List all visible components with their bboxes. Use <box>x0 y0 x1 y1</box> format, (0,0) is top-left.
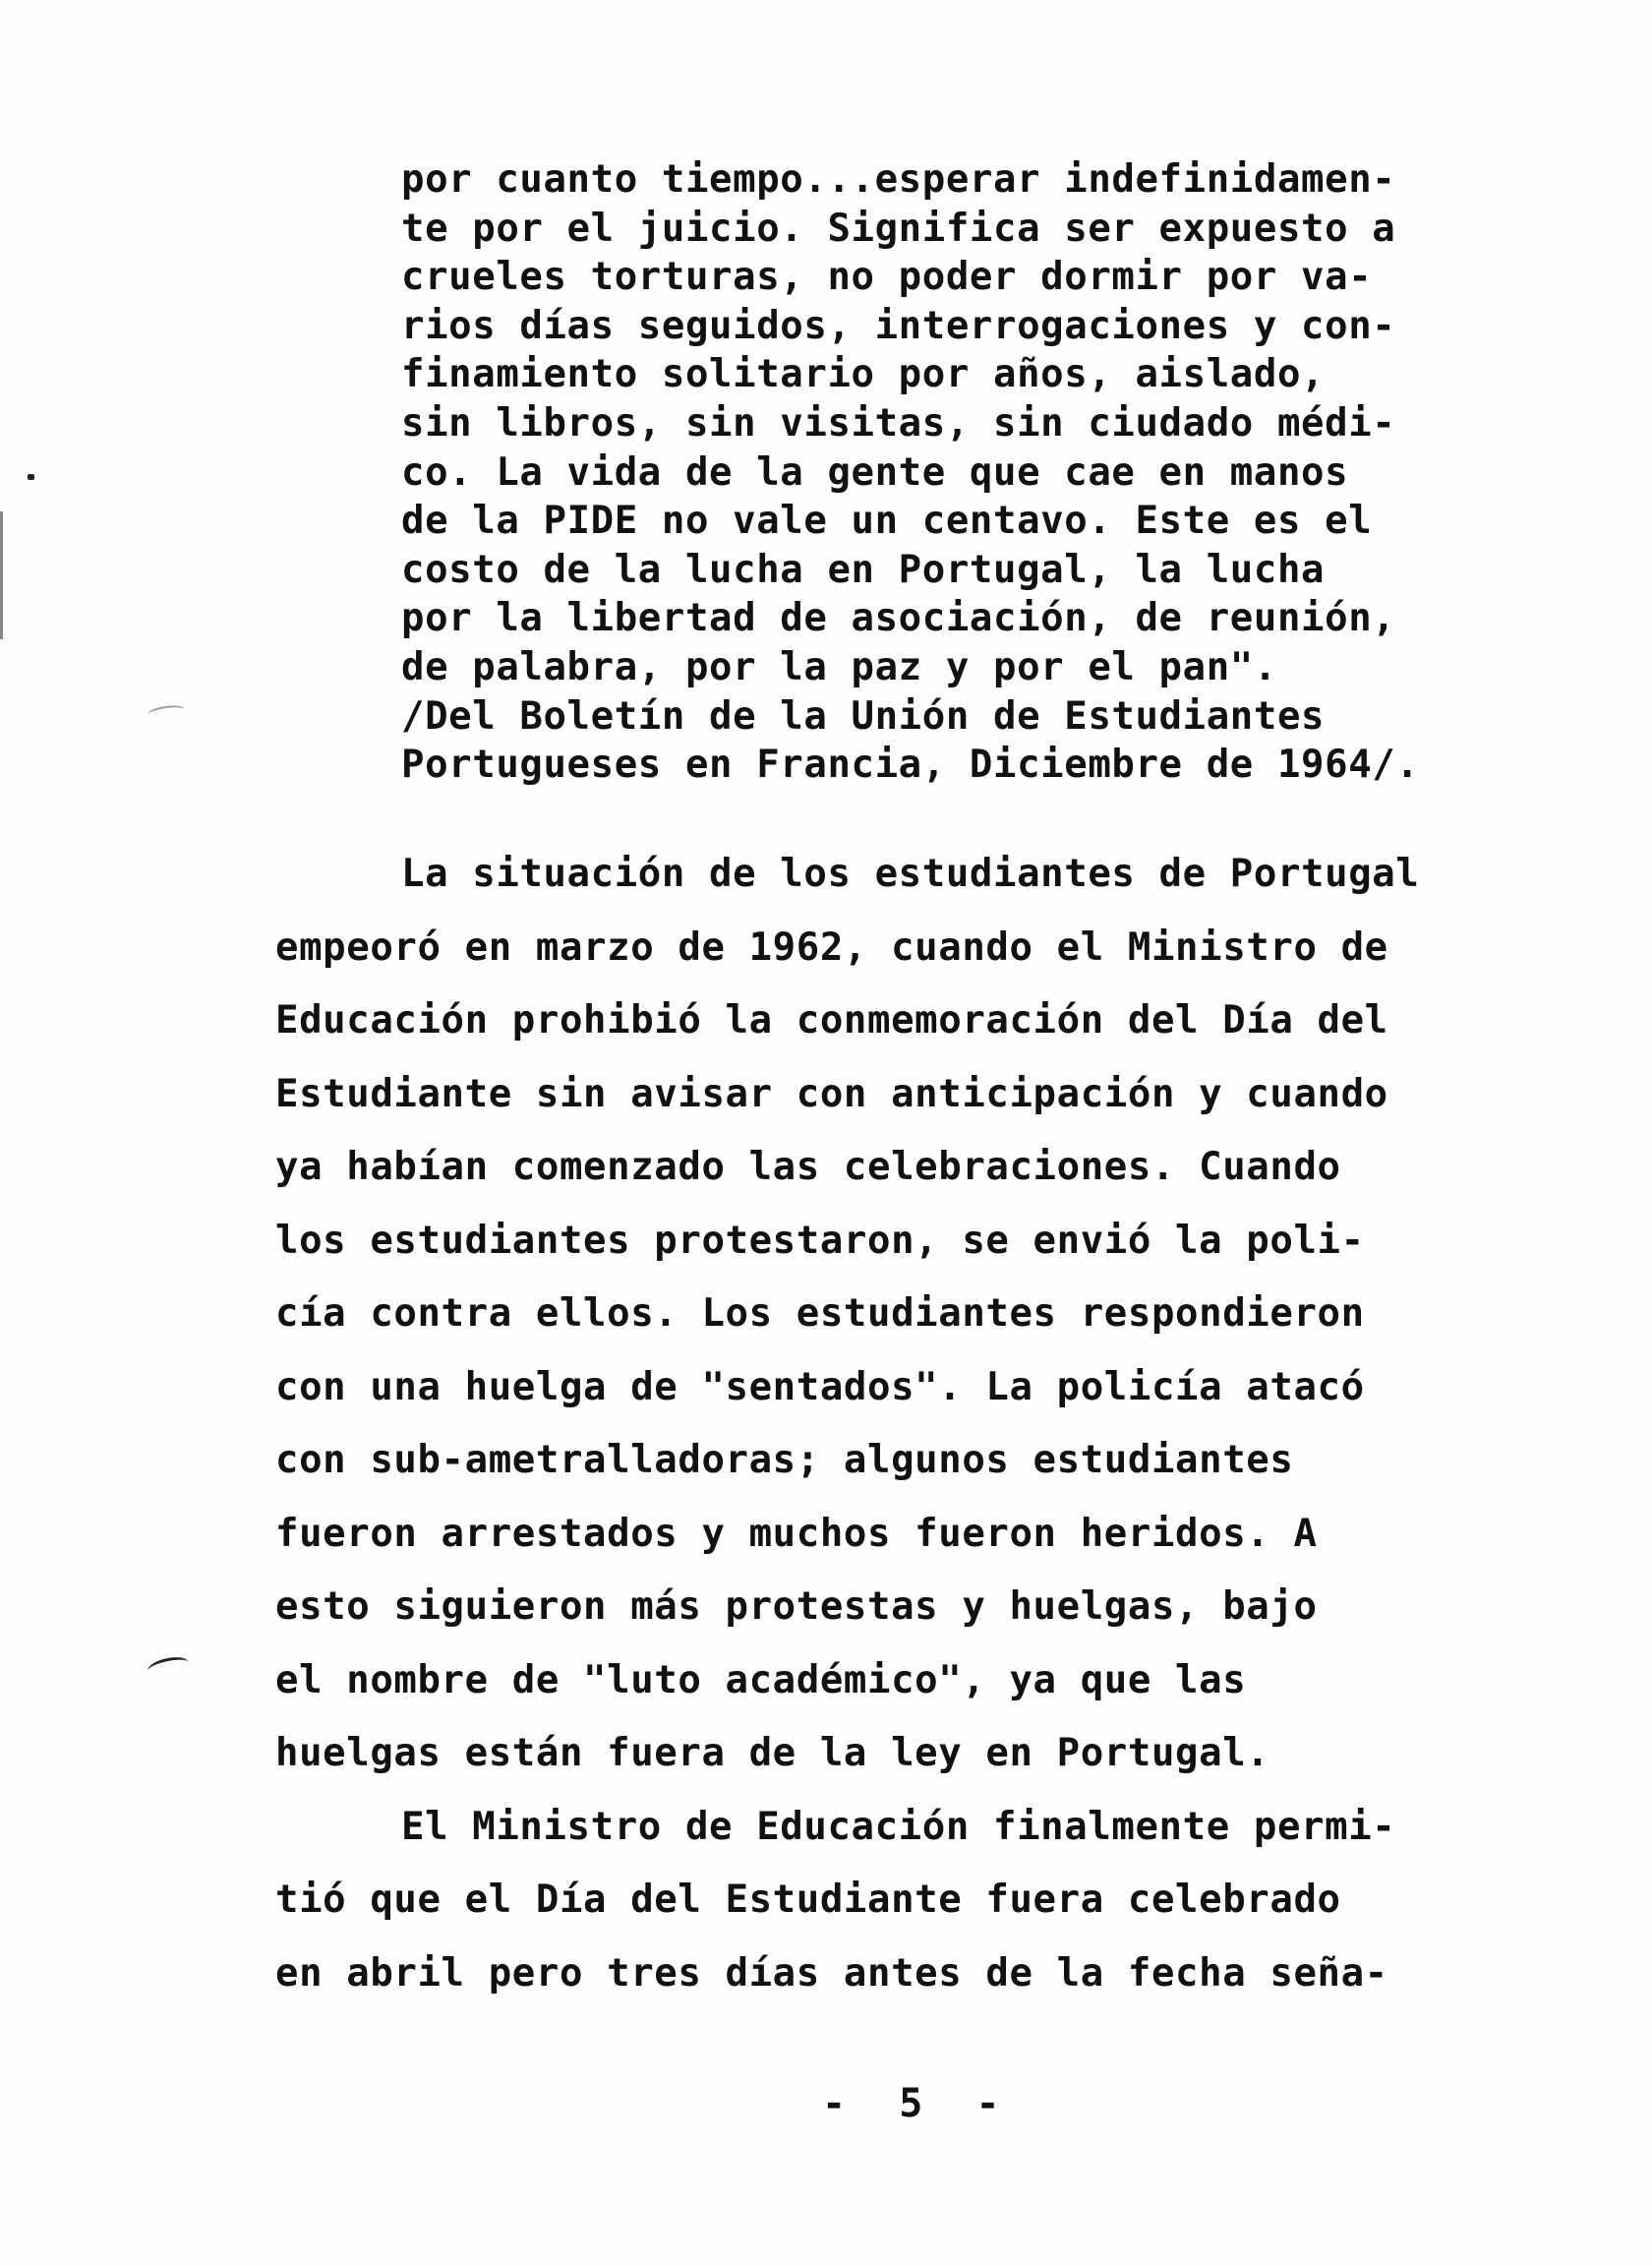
quote-line: crueles torturas, no poder dormir por va- <box>401 255 1373 300</box>
quote-source-line: /Del Boletín de la Unión de Estudiantes <box>401 693 1326 739</box>
quote-line: por cuanto tiempo...esperar indefinidamen- <box>401 157 1396 202</box>
body-line: cía contra ellos. Los estudiantes respondieron <box>275 1291 1365 1336</box>
body-line: esto siguieron más protestas y huelgas, bajo <box>275 1584 1318 1629</box>
body-line: los estudiantes protestaron, se envió la poli- <box>275 1218 1365 1263</box>
scan-artifact-edge <box>0 511 3 639</box>
quote-line: de la PIDE no vale un centavo. Este es el <box>401 499 1373 544</box>
scan-artifact-smudge <box>147 703 185 720</box>
quote-line: co. La vida de la gente que cae en manos <box>401 449 1349 495</box>
body-line: ya habían comenzado las celebraciones. Cuando <box>275 1145 1341 1189</box>
page-number: - 5 - <box>822 2081 1002 2126</box>
body-line: con sub-ametralladoras; algunos estudiantes <box>275 1438 1294 1482</box>
quote-line: te por el juicio. Significa ser expuesto a <box>401 206 1396 251</box>
body-line: huelgas están fuera de la ley en Portugal. <box>275 1731 1270 1775</box>
scan-artifact-tilde <box>147 1654 191 1679</box>
quote-line: rios días seguidos, interrogaciones y con- <box>401 303 1396 348</box>
body-line: empeoró en marzo de 1962, cuando el Ministro de <box>275 924 1388 970</box>
quote-line: de palabra, por la paz y por el pan". <box>401 644 1277 689</box>
body-line: Educación prohibió la conmemoración del Día del <box>275 998 1388 1043</box>
body-line: Estudiante sin avisar con anticipación y cuando <box>275 1071 1388 1116</box>
scan-artifact-dot <box>28 474 34 480</box>
paragraph-first-line: El Ministro de Educación finalmente permi- <box>401 1804 1396 1849</box>
quote-line: costo de la lucha en Portugal, la lucha <box>401 547 1326 592</box>
quote-line: por la libertad de asociación, de reunión, <box>401 596 1396 641</box>
paragraph-first-line: La situación de los estudiantes de Portugal <box>401 852 1420 896</box>
body-line: el nombre de "luto académico", ya que las <box>275 1657 1247 1702</box>
body-line: con una huelga de "sentados". La policía atacó <box>275 1364 1365 1409</box>
quote-line: sin libros, sin visitas, sin ciudado médi- <box>401 400 1396 446</box>
body-line: en abril pero tres días antes de la fecha seña- <box>275 1950 1388 1996</box>
body-paragraphs <box>275 838 1544 2010</box>
body-line: tió que el Día del Estudiante fuera celebrado <box>275 1878 1341 1922</box>
block-quote <box>401 155 1522 790</box>
quote-source-line: Portugueses en Francia, Diciembre de 1964/. <box>401 743 1420 788</box>
body-line: fueron arrestados y muchos fueron heridos. A <box>275 1511 1318 1556</box>
quote-line: finamiento solitario por años, aislado, <box>401 352 1326 397</box>
